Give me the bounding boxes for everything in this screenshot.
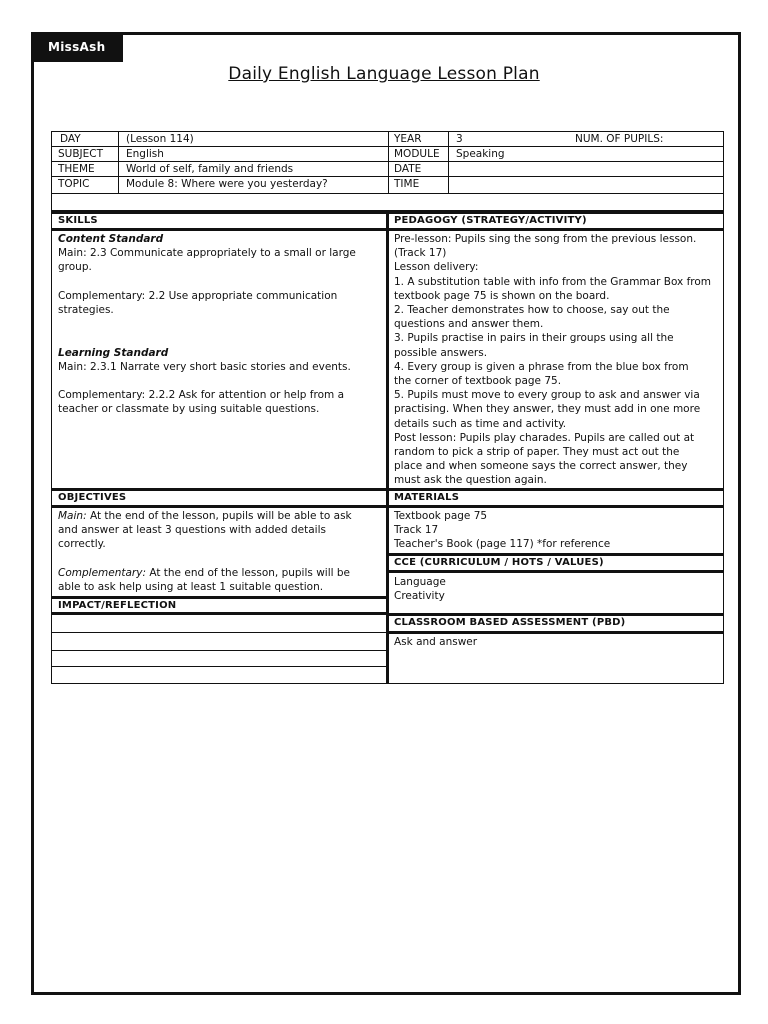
cce-item: Creativity: [394, 590, 445, 603]
date-label: DATE: [394, 163, 422, 175]
materials-content: [394, 509, 610, 552]
pedagogy-line: place and when someone says the correct answer, they: [394, 460, 688, 473]
objectives-header: OBJECTIVES: [58, 492, 127, 503]
subject-label: SUBJECT: [58, 148, 104, 160]
pedagogy-line: random to pick a strip of paper. They must act out the: [394, 446, 680, 459]
pedagogy-line: Post lesson: Pupils play charades. Pupils are called out at: [394, 431, 695, 444]
objectives-main-3: correctly.: [58, 538, 106, 551]
pedagogy-header: PEDAGOGY (STRATEGY/ACTIVITY): [394, 215, 587, 226]
material-item: Teacher's Book (page 117) *for reference: [394, 538, 611, 551]
pedagogy-line: 1. A substitution table with info from the Grammar Box from: [394, 275, 712, 288]
pedagogy-line: questions and answer them.: [394, 318, 544, 331]
content-standard-label: Content Standard: [58, 233, 164, 245]
objectives-content: [58, 509, 352, 594]
pedagogy-line: 5. Pupils must move to every group to ask and answer via: [394, 389, 700, 402]
pedagogy-line: 2. Teacher demonstrates how to choose, say out the: [394, 304, 670, 317]
objectives-comp-1: At the end of the lesson, pupils will be: [146, 566, 351, 579]
assessment-header: CLASSROOM BASED ASSESSMENT (PBD): [394, 617, 626, 628]
pedagogy-line: must ask the question again.: [394, 474, 547, 487]
material-item: Track 17: [394, 524, 439, 537]
learning-comp-2: teacher or classmate by using suitable questions.: [58, 403, 320, 416]
page-title: Daily English Language Lesson Plan: [228, 64, 540, 84]
pupils-label: NUM. OF PUPILS:: [575, 133, 664, 145]
day-value: (Lesson 114): [126, 133, 194, 145]
pedagogy-line: 4. Every group is given a phrase from the blue box from: [394, 360, 689, 373]
objectives-comp-label: Complementary:: [58, 566, 146, 579]
skills-header: SKILLS: [58, 215, 98, 226]
pedagogy-line: (Track 17): [394, 247, 447, 260]
brand-tag: MissAsh: [31, 32, 123, 62]
year-label: YEAR: [394, 133, 422, 145]
pedagogy-line: Lesson delivery:: [394, 261, 479, 274]
learning-main: Main: 2.3.1 Narrate very short basic stories and events.: [58, 360, 351, 373]
pedagogy-line: possible answers.: [394, 346, 488, 359]
cce-header: CCE (CURRICULUM / HOTS / VALUES): [394, 557, 604, 568]
cce-content: [394, 575, 446, 603]
objectives-main-1: At the end of the lesson, pupils will be able to ask: [86, 510, 352, 522]
pedagogy-content: [394, 232, 711, 488]
pedagogy-line: textbook page 75 is shown on the board.: [394, 289, 610, 302]
material-item: Textbook page 75: [394, 510, 488, 522]
module-value: Speaking: [456, 148, 505, 160]
content-comp-1: Complementary: 2.2 Use appropriate communication: [58, 289, 338, 302]
materials-header: MATERIALS: [394, 492, 460, 503]
year-value: 3: [456, 133, 463, 145]
pedagogy-line: the corner of textbook page 75.: [394, 375, 562, 388]
pedagogy-line: details such as time and activity.: [394, 417, 567, 430]
skills-content: [58, 232, 356, 417]
topic-value: Module 8: Where were you yesterday?: [126, 178, 328, 190]
pedagogy-line: 3. Pupils practise in pairs in their groups using all the: [394, 332, 674, 345]
content-comp-2: strategies.: [58, 304, 114, 317]
pedagogy-line: Pre-lesson: Pupils sing the song from the previous lesson.: [394, 233, 697, 245]
objectives-main-label: Main:: [58, 510, 87, 522]
time-label: TIME: [394, 178, 420, 190]
impact-header: IMPACT/REFLECTION: [58, 600, 177, 611]
topic-label: TOPIC: [58, 178, 90, 190]
day-label: DAY: [60, 133, 81, 145]
pedagogy-line: practising. When they answer, they must add in one more: [394, 403, 701, 416]
learning-comp-1: Complementary: 2.2.2 Ask for attention or help from a: [58, 389, 345, 402]
learning-standard-label: Learning Standard: [58, 346, 169, 359]
theme-label: THEME: [58, 163, 95, 175]
content-main-2: group.: [58, 261, 92, 274]
objectives-comp-2: able to ask help using at least 1 suitable question.: [58, 581, 324, 594]
module-label: MODULE: [394, 148, 440, 160]
theme-value: World of self, family and friends: [126, 163, 294, 175]
cce-item: Language: [394, 576, 446, 588]
content-main-1: Main: 2.3 Communicate appropriately to a small or large: [58, 247, 356, 260]
subject-value: English: [126, 148, 164, 160]
assessment-text: Ask and answer: [394, 636, 478, 648]
objectives-main-2: and answer at least 3 questions with added details: [58, 524, 326, 537]
